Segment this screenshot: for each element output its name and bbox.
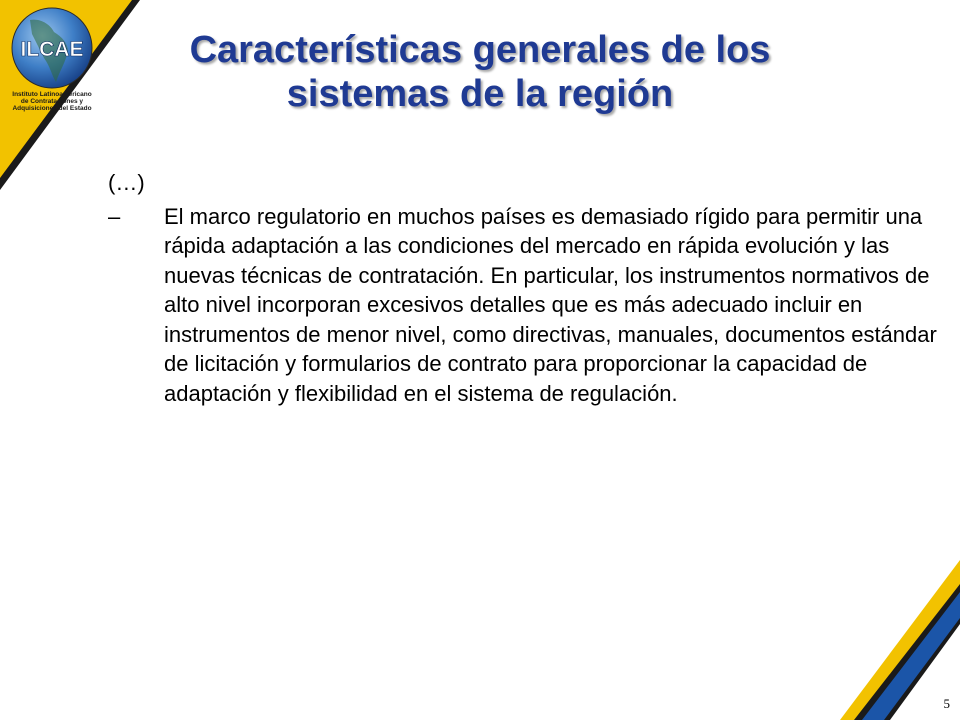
bullet-text: El marco regulatorio en muchos países es demasiado rígido para permitir una rápida adaptación a las condiciones del mercado en rápida evolución y las nuevas técnicas de contratación. En particular, los instrumentos normativos de alto nivel incorporan excesivos detalles que es más adecuado incluir en instrumentos de menor nivel, como directivas, manuales, documentos estándar de licitación y formularios de contrato para proporcionar la capacidad de adaptación y flexibilidad en el sistema de regulación.	[164, 203, 937, 406]
slide-title	[150, 28, 810, 116]
bullet-item	[108, 202, 948, 409]
corner-decoration-bottom-right	[840, 560, 960, 720]
ilcae-logo	[4, 6, 100, 116]
logo-caption-line: Adquisiciones del Estado	[12, 105, 92, 112]
logo-text: ILCAE	[20, 38, 84, 61]
logo-caption-line: de Contrataciones y	[20, 98, 84, 105]
ellipsis-text: (…)	[108, 170, 145, 195]
logo-caption	[4, 91, 100, 112]
globe-icon	[10, 6, 94, 90]
slide-title-line: Características generales de los	[189, 29, 771, 71]
logo-caption-line: Instituto Latinoamericano	[12, 91, 92, 98]
slide-title-line: sistemas de la región	[286, 73, 674, 115]
bullet-marker: –	[108, 203, 121, 229]
slide-body	[108, 168, 948, 408]
page-number: 5	[943, 696, 950, 711]
